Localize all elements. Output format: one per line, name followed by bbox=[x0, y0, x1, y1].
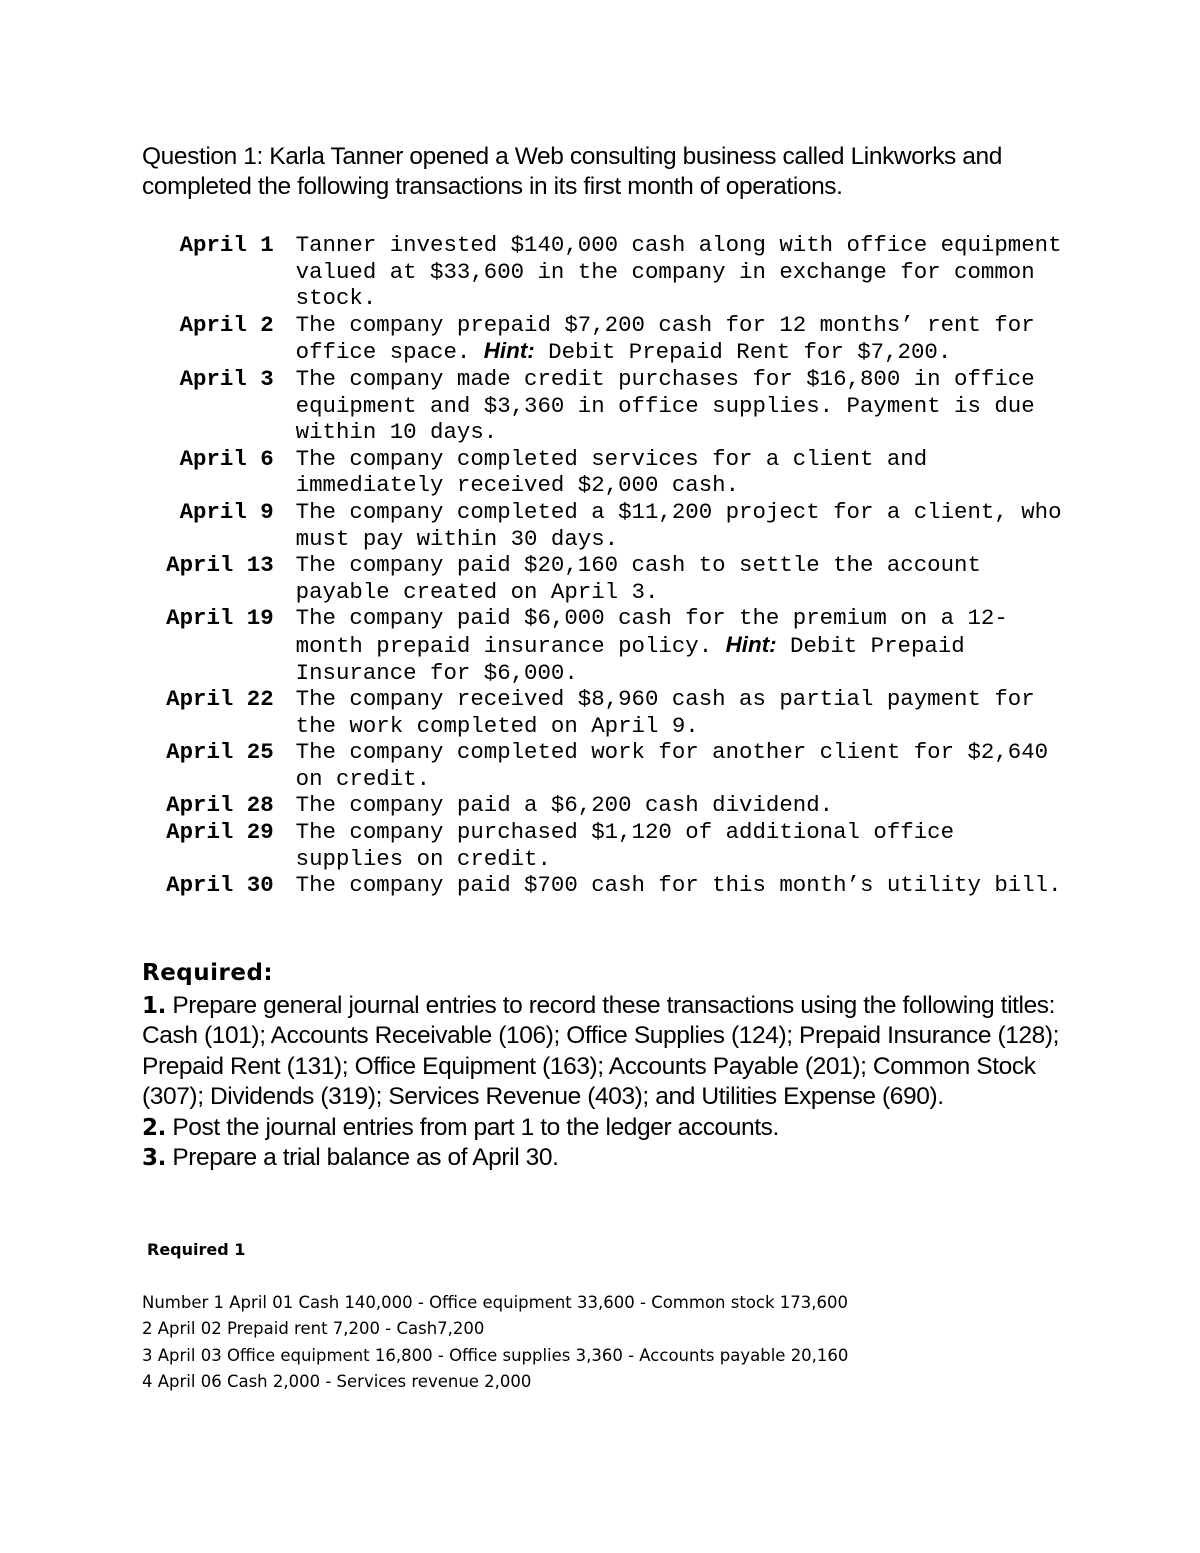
transaction-row bbox=[138, 232, 1068, 312]
description-text: The company paid a $6,200 cash dividend. bbox=[295, 792, 834, 819]
transaction-description bbox=[274, 792, 1068, 819]
required-item-number: 1. bbox=[142, 992, 166, 1019]
description-text: The company completed work for another client for $2,640 on credit. bbox=[295, 739, 1049, 792]
question-text: Question 1: Karla Tanner opened a Web consulting business called Linkworks and completed the following transactions in its first month of operations. bbox=[142, 143, 1002, 200]
transaction-description bbox=[274, 872, 1068, 899]
description-text: The company paid $20,160 cash to settle the account payable created on April 3. bbox=[295, 552, 981, 605]
description-text: Debit Prepaid Insurance for $6,000. bbox=[295, 632, 965, 686]
transaction-description bbox=[274, 819, 1068, 872]
description-text: Debit Prepaid Rent for $7,200. bbox=[534, 339, 952, 366]
required-item-text: Post the journal entries from part 1 to the ledger accounts. bbox=[165, 1113, 779, 1141]
transaction-date: April 1 bbox=[179, 232, 274, 258]
transaction-date: April 3 bbox=[179, 365, 274, 392]
transaction-date: April 19 bbox=[166, 605, 274, 632]
required-item-text: Prepare a trial balance as of April 30. bbox=[165, 1144, 559, 1171]
description-text: The company prepaid $7,200 cash for 12 months’ rent for office space. bbox=[295, 311, 1035, 366]
transaction-description bbox=[274, 312, 1068, 366]
answer-heading: Required 1 bbox=[147, 1240, 246, 1259]
required-list bbox=[142, 991, 1072, 1174]
transaction-description bbox=[274, 605, 1068, 686]
transaction-row bbox=[138, 499, 1068, 552]
transaction-date: April 25 bbox=[166, 739, 274, 766]
transaction-date: April 6 bbox=[179, 445, 274, 472]
hint-label: Hint: bbox=[725, 631, 777, 657]
transaction-date: April 2 bbox=[179, 311, 274, 338]
transaction-row bbox=[138, 792, 1068, 819]
required-item bbox=[142, 1143, 1072, 1174]
required-item-number: 2. bbox=[142, 1114, 166, 1141]
transaction-date: April 29 bbox=[166, 819, 274, 846]
answer-lines bbox=[142, 1290, 1042, 1396]
description-text: The company paid $6,000 cash for the premium on a 12-month prepaid insurance policy. bbox=[295, 605, 1008, 659]
transaction-description bbox=[274, 446, 1068, 499]
required-heading: Required: bbox=[142, 960, 274, 986]
transaction-row bbox=[138, 739, 1068, 792]
transaction-row bbox=[138, 366, 1068, 446]
transaction-date: April 30 bbox=[166, 872, 274, 899]
transaction-row bbox=[138, 605, 1068, 686]
required-section bbox=[142, 958, 1072, 1174]
transaction-row bbox=[138, 312, 1068, 366]
transaction-description bbox=[274, 552, 1068, 605]
transaction-date: April 9 bbox=[179, 498, 274, 525]
transaction-date: April 28 bbox=[166, 792, 274, 819]
journal-entry-line: 4 April 06 Cash 2,000 - Services revenue 2,000 bbox=[142, 1372, 532, 1391]
transaction-row bbox=[138, 686, 1068, 739]
transaction-description bbox=[274, 499, 1068, 552]
transaction-row bbox=[138, 819, 1068, 872]
required-item bbox=[142, 991, 1072, 1113]
description-text: Tanner invested $140,000 cash along with office equipment valued at $33,600 in the company in exchange for common stock. bbox=[295, 232, 1062, 312]
description-text: The company completed services for a client and immediately received $2,000 cash. bbox=[295, 445, 928, 499]
transaction-description bbox=[274, 232, 1068, 312]
transaction-description bbox=[274, 366, 1068, 446]
transactions-table bbox=[138, 232, 1068, 899]
description-text: The company received $8,960 cash as partial payment for the work completed on April 9. bbox=[295, 686, 1035, 739]
description-text: The company completed a $11,200 project for a client, who must pay within 30 days. bbox=[295, 498, 1062, 552]
hint-label: Hint: bbox=[483, 338, 535, 364]
transaction-row bbox=[138, 446, 1068, 499]
transaction-date: April 13 bbox=[166, 552, 274, 579]
journal-entry-line: Number 1 April 01 Cash 140,000 - Office equipment 33,600 - Common stock 173,600 bbox=[142, 1292, 849, 1312]
transaction-row bbox=[138, 872, 1068, 899]
transaction-row bbox=[138, 552, 1068, 605]
journal-entry-line: 3 April 03 Office equipment 16,800 - Office supplies 3,360 - Accounts payable 20,160 bbox=[142, 1345, 849, 1365]
transaction-description bbox=[274, 739, 1068, 792]
description-text: The company paid $700 cash for this month’s utility bill. bbox=[295, 872, 1062, 899]
transaction-description bbox=[274, 686, 1068, 739]
journal-entry-line: 2 April 02 Prepaid rent 7,200 - Cash7,200 bbox=[142, 1319, 485, 1338]
required-item bbox=[142, 1113, 1072, 1144]
required-item-number: 3. bbox=[142, 1145, 166, 1171]
description-text: The company made credit purchases for $16,800 in office equipment and $3,360 in office supplies. Payment is due within 10 days. bbox=[295, 365, 1035, 446]
transaction-date: April 22 bbox=[166, 686, 274, 713]
transactions-body bbox=[138, 232, 1068, 899]
required-item-text: Prepare general journal entries to record these transactions using the following titles: Cash (101); Accounts Receivable (106); Office Supplies (124); Prepaid Insurance (128); Prepaid Rent (131); Office Equipment (163); Accounts Payable (201); Common Stock (307); Dividends (319); Services Revenue (403); and Utilities Expense (690). bbox=[142, 991, 1060, 1110]
answer-section bbox=[142, 1237, 1042, 1396]
description-text: The company purchased $1,120 of additional office supplies on credit. bbox=[295, 819, 955, 872]
